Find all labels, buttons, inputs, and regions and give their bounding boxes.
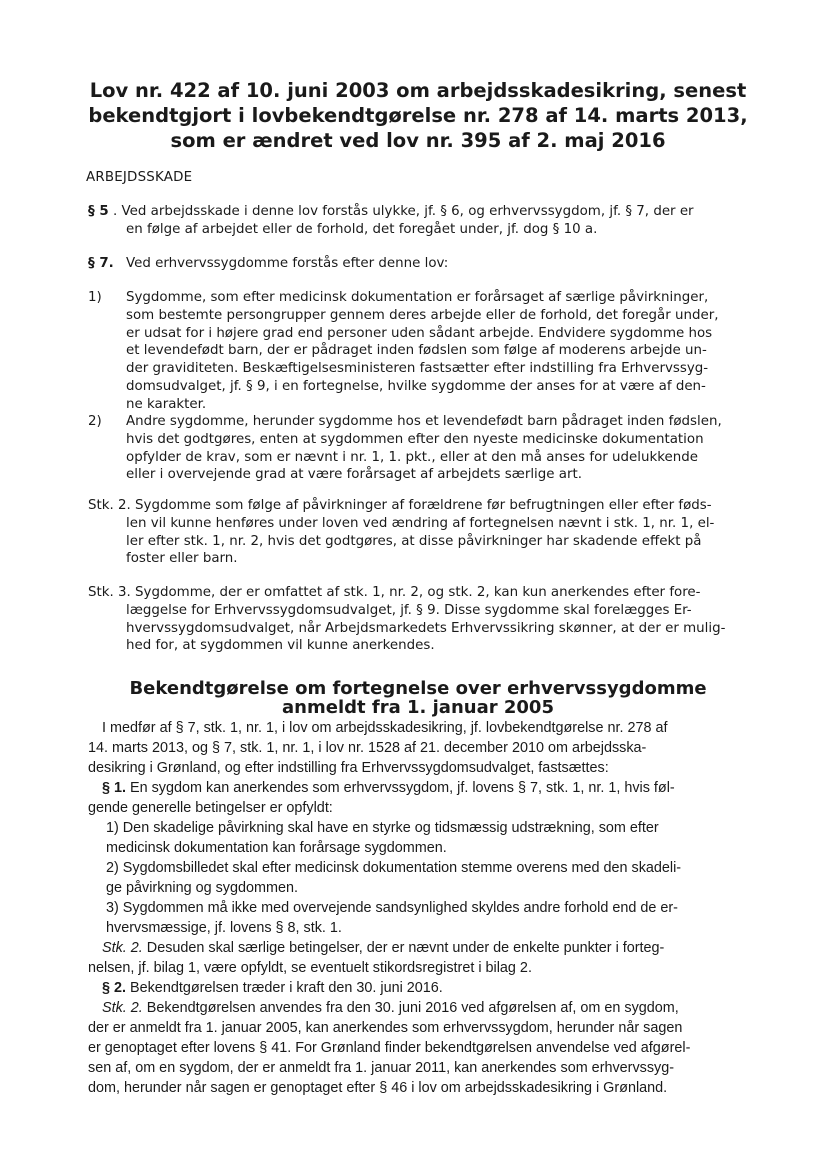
text-line: opfylder de krav, som er nævnt i nr. 1, 1. pkt., eller at den må anses for udelukkende: [126, 449, 698, 465]
text-line: nelsen, jf. bilag 1, være opfyldt, se eventuelt stikordsregistret i bilag 2.: [88, 960, 532, 976]
text-line: dom, herunder når sagen er genoptaget efter § 46 i lov om arbejdsskadesikring i Grønland.: [88, 1080, 668, 1096]
text-span: Desuden skal særlige betingelser, der er nævnt under de enkelte punkter i forteg-: [142, 940, 665, 956]
text-line: læggelse for Erhvervssygdomsudvalget, jf. § 9. Disse sygdomme skal forelægges Er-: [126, 602, 692, 618]
list-item: [126, 289, 719, 414]
text-line: ler efter stk. 1, nr. 2, hvis det godtgøres, at disse påvirkninger har skadende effekt på: [126, 533, 702, 549]
text-line: som bestemte persongrupper gennem deres arbejde eller de forhold, det foregår under,: [126, 307, 719, 323]
law-title-line: Lov nr. 422 af 10. juni 2003 om arbejdsskadesikring, senest: [89, 79, 747, 102]
text-line: hvervssygdomsudvalget, når Arbejdsmarkedets Erhvervssikring skønner, at der er mulig-: [126, 620, 726, 636]
section-2-label: § 2.: [102, 980, 127, 996]
text-line: er genoptaget efter lovens § 41. For Grønland finder bekendtgørelsen anvendelse ved afgørel-: [88, 1040, 691, 1056]
text-line: len vil kunne henføres under loven ved ændring af fortegnelsen nævnt i stk. 1, nr. 1, el-: [126, 515, 715, 531]
text-line: et levendefødt barn, der er pådraget inden fødslen som følge af moderens arbejde un-: [126, 343, 707, 359]
section-1-line: [88, 778, 748, 798]
stk-2-label: Stk. 2.: [102, 1000, 143, 1016]
text-line: sen af, om en sygdom, der er anmeldt fra 1. januar 2011, kan anerkendes som erhvervssyg-: [88, 1060, 675, 1076]
text-span: Bekendtgørelsen træder i kraft den 30. juni 2016.: [126, 980, 443, 996]
text-line: domsudvalget, jf. § 9, i en fortegnelse, hvilke sygdomme der anses for at være af den-: [126, 378, 706, 394]
section-2-line: [88, 978, 748, 998]
text-line: 14. marts 2013, og § 7, stk. 1, nr. 1, i lov nr. 1528 af 21. december 2010 om arbejdsska-: [88, 740, 647, 756]
stk-3-paragraph: [88, 584, 725, 655]
text-line: Stk. 2. Sygdomme som følge af påvirkninger af forældrene før befrugtningen eller efter føds-: [88, 498, 712, 513]
paragraph-7-label: § 7.: [88, 256, 114, 271]
condition-line: 2) Sygdomsbilledet skal efter medicinsk dokumentation stemme overens med den skadeli-: [106, 860, 682, 876]
order-title-line: Bekendtgørelse om fortegnelse over erhvervssygdomme: [129, 678, 707, 699]
text-line: en følge af arbejdet eller de forhold, det foregået under, jf. dog § 10 a.: [126, 221, 598, 237]
paragraph-5-text: [113, 203, 694, 239]
text-line: der er anmeldt fra 1. januar 2005, kan anerkendes som erhvervssygdom, herunder når sagen: [88, 1020, 683, 1036]
condition-line: 3) Sygdommen må ikke med overvejende sandsynlighed skyldes andre forhold end de er-: [106, 900, 678, 916]
list-item: [126, 413, 722, 484]
law-title: [78, 78, 758, 153]
text-line: desikring i Grønland, og efter indstilling fra Erhvervssygdomsudvalget, fastsættes:: [88, 760, 609, 776]
text-line: Andre sygdomme, herunder sygdomme hos et levendefødt barn pådraget inden fødslen,: [126, 414, 722, 429]
order-body: [88, 718, 748, 1098]
paragraph-5-label: § 5: [88, 204, 109, 219]
section-1-label: § 1.: [102, 780, 127, 796]
text-line: hvis det godtgøres, enten at sygdommen efter den nyeste medicinske dokumentation: [126, 431, 704, 447]
text-line: der graviditeten. Beskæftigelsesministeren fastsætter efter indstilling fra Erhvervssyg-: [126, 361, 709, 377]
text-line: Stk. 3. Sygdomme, der er omfattet af stk. 1, nr. 2, og stk. 2, kan kun anerkendes efter fore-: [88, 585, 701, 600]
text-span: En sygdom kan anerkendes som erhvervssygdom, jf. lovens § 7, stk. 1, nr. 1, hvis føl-: [126, 780, 675, 796]
text-line: gende generelle betingelser er opfyldt:: [88, 800, 333, 816]
item-number: 2): [88, 414, 102, 429]
text-line: eller i overvejende grad at være forårsaget af arbejdets særlige art.: [126, 467, 582, 483]
text-line: I medfør af § 7, stk. 1, nr. 1, i lov om arbejdsskadesikring, jf. lovbekendtgørelse nr. 278 af: [102, 720, 668, 736]
stk-2-line: [88, 938, 748, 958]
text-line: foster eller barn.: [126, 551, 238, 567]
condition-line: hvervsmæssige, jf. lovens § 8, stk. 1.: [106, 920, 342, 936]
text-span: Bekendtgørelsen anvendes fra den 30. juni 2016 ved afgørelsen af, om en sygdom,: [142, 1000, 679, 1016]
section-heading: ARBEJDSSKADE: [86, 170, 193, 185]
paragraph-7-intro: Ved erhvervssygdomme forstås efter denne lov:: [126, 256, 449, 271]
condition-line: medicinsk dokumentation kan forårsage sygdommen.: [106, 840, 447, 856]
section-2-stk-2-line: [88, 998, 748, 1018]
condition-line: ge påvirkning og sygdommen.: [106, 880, 298, 896]
order-title-line: anmeldt fra 1. januar 2005: [282, 697, 554, 718]
order-title: [78, 679, 758, 717]
stk-2-label: Stk. 2.: [102, 940, 143, 956]
stk-2-paragraph: [88, 497, 714, 568]
text-line: er udsat for i højere grad end personer uden sådant arbejde. Endvidere sygdomme hos: [126, 325, 713, 341]
text-line: . Ved arbejdsskade i denne lov forstås ulykke, jf. § 6, og erhvervssygdom, jf. § 7, der er: [113, 204, 694, 219]
condition-line: 1) Den skadelige påvirkning skal have en styrke og tidsmæssig udstrækning, som efter: [106, 820, 659, 836]
text-line: Sygdomme, som efter medicinsk dokumentation er forårsaget af særlige påvirkninger,: [126, 290, 709, 305]
text-line: ne karakter.: [126, 396, 207, 412]
item-number: 1): [88, 290, 102, 305]
law-title-line: som er ændret ved lov nr. 395 af 2. maj 2016: [170, 129, 666, 152]
law-title-line: bekendtgjort i lovbekendtgørelse nr. 278 af 14. marts 2013,: [88, 104, 748, 127]
text-line: hed for, at sygdommen vil kunne anerkendes.: [126, 638, 435, 654]
